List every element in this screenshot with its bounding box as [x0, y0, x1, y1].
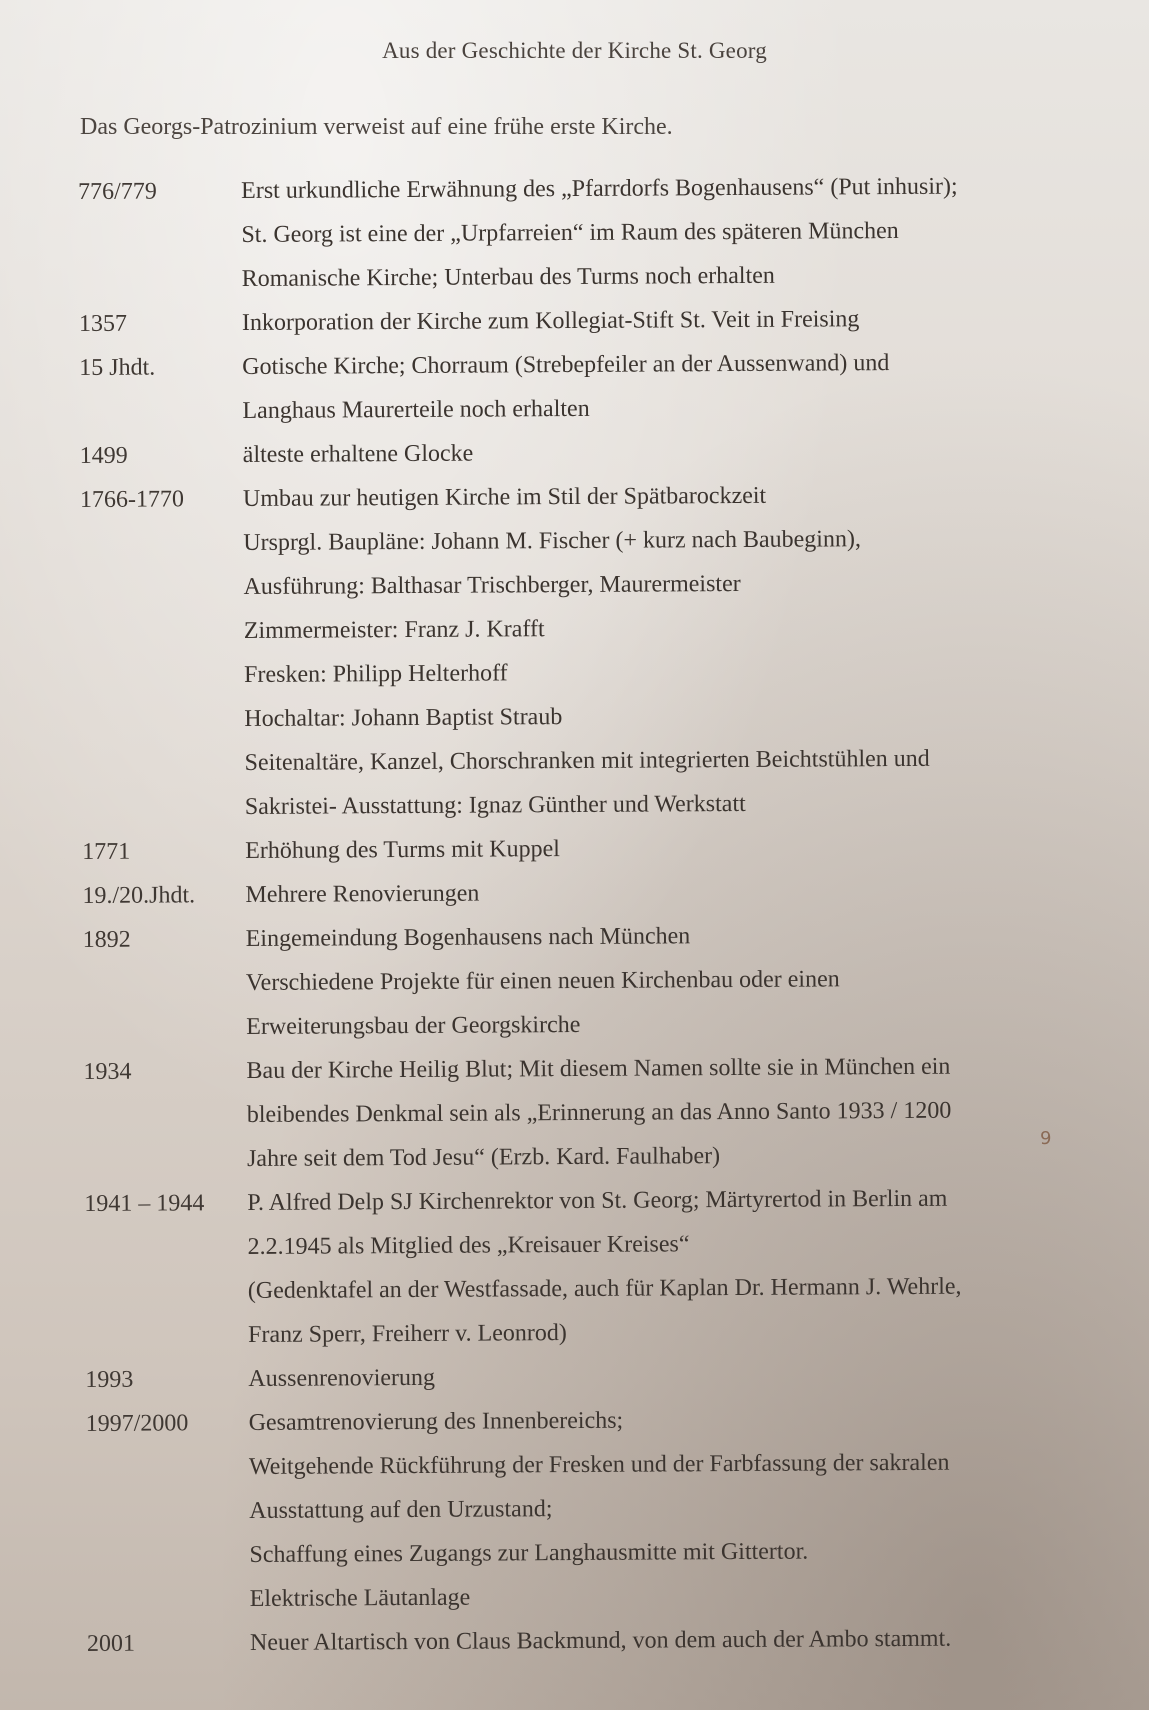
entry-text-line: Langhaus Maurerteile noch erhalten — [242, 395, 590, 424]
timeline-entry — [80, 428, 1120, 478]
entry-year: 1993 — [85, 1366, 134, 1393]
entry-text-line: Schaffung eines Zugangs zur Langhausmitte mit Gittertor. — [249, 1538, 809, 1568]
entry-year: 1771 — [82, 838, 131, 865]
timeline-entry — [82, 868, 1122, 918]
entry-text-line: Ursprgl. Baupläne: Johann M. Fischer (+ kurz nach Baubeginn), — [243, 526, 861, 556]
entry-year: 1997/2000 — [85, 1410, 189, 1437]
entry-text-line: (Gedenktafel an der Westfassade, auch für Kaplan Dr. Hermann J. Wehrle, — [247, 1273, 962, 1304]
entry-text — [249, 1396, 1127, 1621]
timeline-entry — [85, 1352, 1125, 1402]
timeline-entry — [79, 340, 1120, 434]
entry-year: 19./20.Jhdt. — [82, 882, 196, 909]
entry-text-line: P. Alfred Delp SJ Kirchenrektor von St. Georg; Märtyrertod in Berlin am — [247, 1185, 948, 1216]
entry-text-line: Franz Sperr, Freiherr v. Leonrod) — [248, 1320, 567, 1348]
entry-text — [242, 296, 1119, 345]
entry-text-line: Sakristei- Ausstattung: Ignaz Günther und Werkstatt — [244, 790, 746, 820]
entry-text-line: Weitgehende Rückführung der Fresken und der Farbfassung der sakralen — [248, 1449, 950, 1480]
entry-text — [247, 1176, 1125, 1357]
entry-text-line: Ausführung: Balthasar Trischberger, Maurermeister — [243, 570, 741, 600]
entry-text-line: Gesamtrenovierung des Innenbereichs; — [248, 1407, 624, 1436]
entry-text-line: Jahre seit dem Tod Jesu“ (Erzb. Kard. Faulhaber) — [246, 1143, 721, 1172]
entry-text-line: Erweiterungsbau der Georgskirche — [246, 1011, 581, 1040]
entry-text-line: Aussenrenovierung — [248, 1364, 436, 1392]
entry-text-line: St. Georg ist eine der „Urpfarreien“ im Raum des späteren München — [241, 217, 899, 249]
timeline-entry — [83, 912, 1124, 1050]
entry-text-line: Inkorporation der Kirche zum Kollegiat-Stift St. Veit in Freising — [241, 306, 860, 337]
entry-text — [250, 1616, 1127, 1665]
entry-year: 15 Jhdt. — [79, 354, 156, 381]
timeline-entry — [79, 296, 1119, 346]
entry-text — [246, 1044, 1124, 1181]
entry-year: 1357 — [78, 310, 128, 337]
entry-year: 1934 — [83, 1058, 132, 1085]
timeline — [78, 164, 1127, 1666]
entry-text-line: Erst urkundliche Erwähnung des „Pfarrdorfs Bogenhausens“ (Put inhusir); — [241, 173, 958, 205]
timeline-entry — [86, 1396, 1127, 1622]
entry-year: 776/779 — [78, 178, 157, 205]
entry-text — [246, 912, 1124, 1049]
timeline-entry — [78, 164, 1119, 302]
timeline-entry — [83, 1044, 1124, 1182]
entry-text — [243, 472, 1122, 829]
handwritten-margin-note: 9 — [1040, 1128, 1052, 1149]
entry-text-line: Erhöhung des Turms mit Kuppel — [245, 836, 560, 864]
entry-text-line: Ausstattung auf den Urzustand; — [249, 1496, 553, 1524]
entry-text-line: 2.2.1945 als Mitglied des „Kreisauer Kreises“ — [247, 1231, 690, 1260]
timeline-entry — [82, 824, 1122, 874]
entry-text-line: Neuer Altartisch von Claus Backmund, von dem auch der Ambo stammt. — [249, 1625, 952, 1656]
entry-text-line: Fresken: Philipp Helterhoff — [244, 660, 508, 688]
entry-text-line: Umbau zur heutigen Kirche im Stil der Spätbarockzeit — [242, 482, 767, 512]
entry-text — [248, 1352, 1125, 1401]
entry-year: 1499 — [79, 442, 128, 469]
entry-text-line: Zimmermeister: Franz J. Krafft — [243, 616, 545, 644]
entry-text — [241, 164, 1119, 301]
entry-year: 2001 — [86, 1630, 136, 1657]
page-title: Aus der Geschichte der Kirche St. Georg — [382, 38, 767, 63]
entry-text-line: bleibendes Denkmal sein als „Erinnerung an das Anno Santo 1933 / 1200 — [246, 1097, 952, 1128]
entry-text-line: älteste erhaltene Glocke — [242, 440, 474, 468]
entry-text-line: Hochaltar: Johann Baptist Straub — [244, 704, 563, 732]
entry-year: 1941 – 1944 — [84, 1190, 205, 1217]
entry-text-line: Verschiedene Projekte für einen neuen Kirchenbau oder einen — [245, 966, 840, 996]
entry-text-line: Bau der Kirche Heilig Blut; Mit diesem Namen sollte sie in München ein — [246, 1053, 951, 1084]
intro-text: Das Georgs-Patrozinium verweist auf eine frühe erste Kirche. — [80, 114, 673, 140]
entry-text-line: Eingemeindung Bogenhausens nach München — [245, 923, 691, 952]
entry-text-line: Elektrische Läutanlage — [249, 1584, 471, 1612]
entry-year: 1766-1770 — [79, 486, 185, 513]
entry-text — [245, 824, 1122, 873]
entry-text — [245, 868, 1122, 917]
timeline-entry — [87, 1616, 1127, 1666]
entry-text-line: Romanische Kirche; Unterbau des Turms noch erhalten — [241, 262, 775, 293]
timeline-entry — [80, 472, 1122, 830]
entry-text — [242, 340, 1120, 433]
timeline-entry — [84, 1176, 1125, 1358]
entry-text-line: Seitenaltäre, Kanzel, Chorschranken mit integrierten Beichtstühlen und — [244, 745, 930, 776]
entry-text-line: Mehrere Renovierungen — [245, 880, 480, 908]
entry-text-line: Gotische Kirche; Chorraum (Strebepfeiler an der Aussenwand) und — [242, 350, 890, 381]
entry-year: 1892 — [82, 926, 131, 953]
entry-text — [243, 428, 1120, 477]
